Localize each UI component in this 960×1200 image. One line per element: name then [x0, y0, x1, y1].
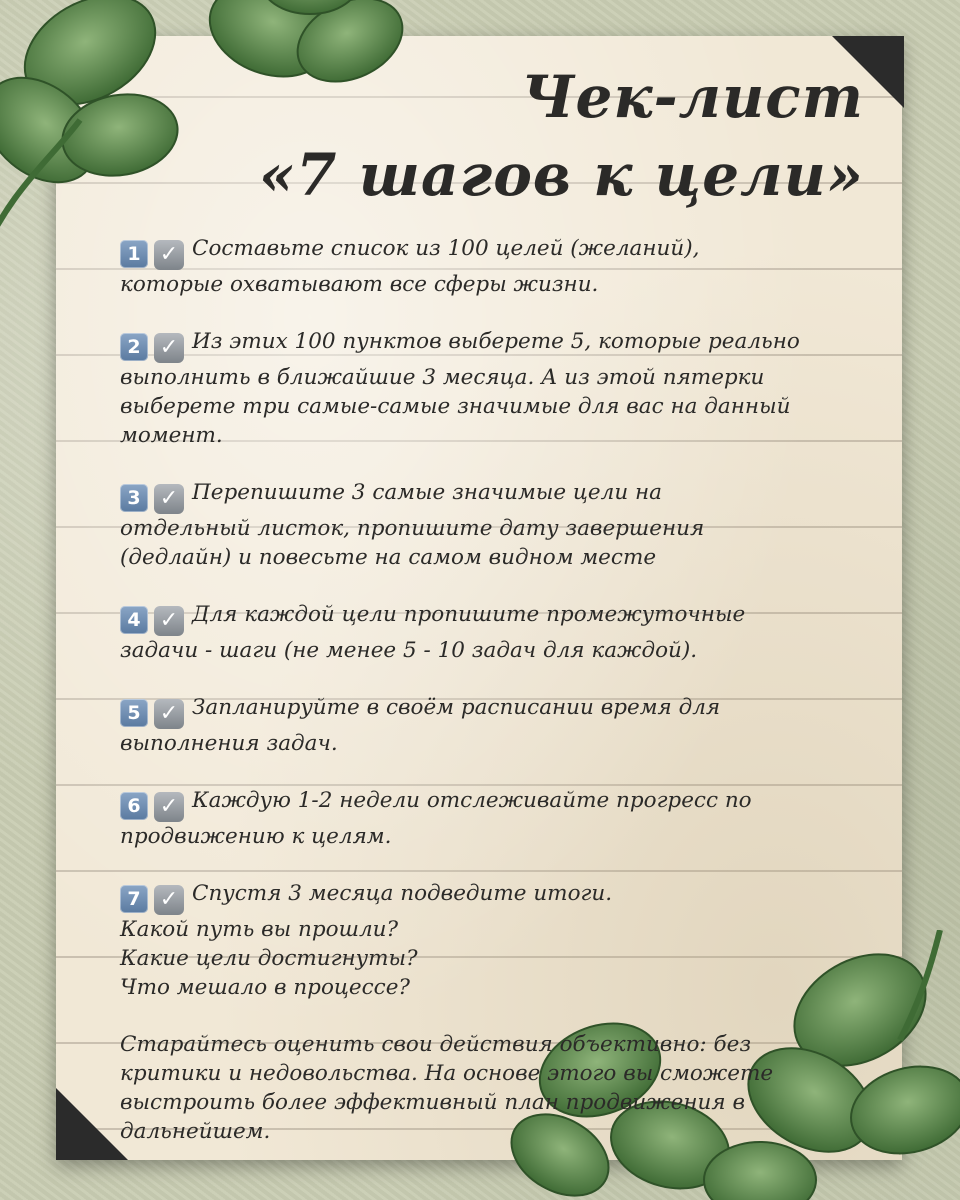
step-text: Составьте список из 100 целей (желаний),	[192, 236, 700, 261]
step-text: момент.	[120, 423, 223, 448]
title-line-2: «7 шагов к цели»	[258, 141, 864, 209]
step-text: Какой путь вы прошли?	[120, 917, 399, 942]
step-text: Что мешало в процессе?	[120, 975, 410, 1000]
ballot-box-check-icon: ✓	[154, 240, 184, 270]
step-text: Запланируйте в своём расписании время для	[192, 695, 721, 720]
keycap-number-icon: 1	[120, 240, 148, 268]
step-text: задачи - шаги (не менее 5 - 10 задач для каждой).	[120, 638, 698, 663]
step-item	[120, 693, 850, 758]
step-text: выполнить в ближайшие 3 месяца. А из этой пятерки	[120, 365, 765, 390]
step-item	[120, 879, 850, 1002]
ballot-box-check-icon: ✓	[154, 792, 184, 822]
step-item	[120, 234, 850, 299]
step-text: продвижению к целям.	[120, 824, 392, 849]
step-item	[120, 786, 850, 851]
step-item	[120, 327, 850, 450]
step-text: Для каждой цели пропишите промежуточные	[192, 602, 746, 627]
keycap-number-icon: 4	[120, 606, 148, 634]
title-line-1: Чек-лист	[521, 63, 864, 131]
outro-text: выстроить более эффективный план продвижения в	[120, 1090, 745, 1115]
step-text: (дедлайн) и повесьте на самом видном месте	[120, 545, 657, 570]
step-text: выберете три самые-самые значимые для вас на данный	[120, 394, 791, 419]
step-text: Каждую 1-2 недели отслеживайте прогресс по	[192, 788, 752, 813]
keycap-number-icon: 6	[120, 792, 148, 820]
step-item	[120, 600, 850, 665]
step-text: Спустя 3 месяца подведите итоги.	[192, 881, 613, 906]
step-text: Перепишите 3 самые значимые цели на	[192, 480, 662, 505]
ballot-box-check-icon: ✓	[154, 484, 184, 514]
checklist-content	[120, 234, 850, 1146]
outro-text: дальнейшем.	[120, 1119, 271, 1144]
step-text: выполнения задач.	[120, 731, 338, 756]
closing-paragraph	[120, 1030, 850, 1146]
ballot-box-check-icon: ✓	[154, 699, 184, 729]
outro-text: Старайтесь оценить свои действия объективно: без	[120, 1032, 752, 1057]
page-title	[259, 58, 864, 214]
step-text: отдельный листок, пропишите дату завершения	[120, 516, 705, 541]
ballot-box-check-icon: ✓	[154, 885, 184, 915]
ballot-box-check-icon: ✓	[154, 333, 184, 363]
keycap-number-icon: 2	[120, 333, 148, 361]
photo-corner-bottom-left	[56, 1088, 128, 1160]
keycap-number-icon: 5	[120, 699, 148, 727]
keycap-number-icon: 7	[120, 885, 148, 913]
keycap-number-icon: 3	[120, 484, 148, 512]
outro-text: критики и недовольства. На основе этого вы сможете	[120, 1061, 774, 1086]
step-item	[120, 478, 850, 572]
step-text: которые охватывают все сферы жизни.	[120, 272, 599, 297]
step-text: Какие цели достигнуты?	[120, 946, 418, 971]
ballot-box-check-icon: ✓	[154, 606, 184, 636]
step-text: Из этих 100 пунктов выберете 5, которые реально	[192, 329, 800, 354]
